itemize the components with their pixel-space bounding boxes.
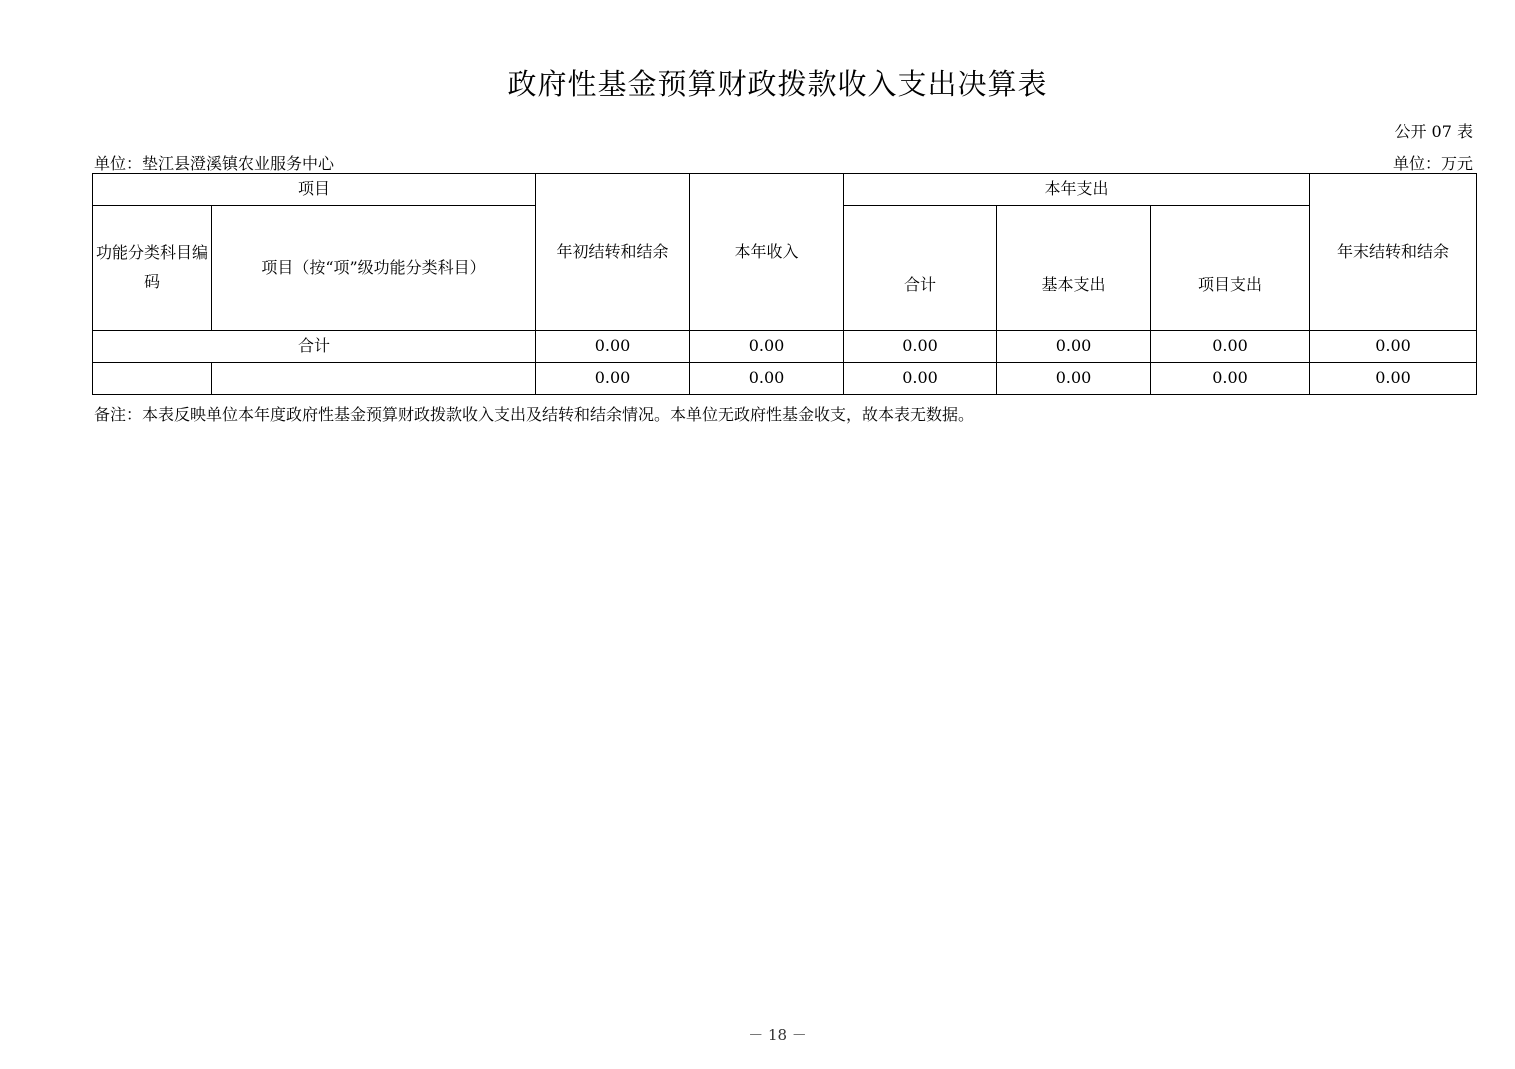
header-closing-balance: 年末结转和结余 bbox=[1310, 174, 1477, 331]
unit-currency: 单位：万元 bbox=[1392, 154, 1473, 173]
page-title: 政府性基金预算财政拨款收入支出决算表 bbox=[507, 67, 1048, 101]
page-number: － 18 － bbox=[748, 1026, 807, 1044]
header-expense: 本年支出 bbox=[844, 174, 1310, 206]
total-expense-basic: 0.00 bbox=[997, 331, 1151, 363]
table-code: 公开 07 表 bbox=[1394, 122, 1473, 141]
unit-organization: 单位：垫江县澄溪镇农业服务中心 bbox=[94, 154, 335, 173]
row-expense-total: 0.00 bbox=[844, 363, 997, 395]
row-expense-project: 0.00 bbox=[1151, 363, 1310, 395]
header-expense-total: 合计 bbox=[844, 206, 997, 331]
header-opening-balance: 年初结转和结余 bbox=[536, 174, 690, 331]
total-expense-project: 0.00 bbox=[1151, 331, 1310, 363]
total-income: 0.00 bbox=[690, 331, 844, 363]
row-code bbox=[93, 363, 212, 395]
header-expense-project: 项目支出 bbox=[1151, 206, 1310, 331]
header-income: 本年收入 bbox=[690, 174, 844, 331]
row-expense-basic: 0.00 bbox=[997, 363, 1151, 395]
header-code: 功能分类科目编码 bbox=[93, 206, 212, 331]
row-closing-balance: 0.00 bbox=[1310, 363, 1477, 395]
table-note: 备注：本表反映单位本年度政府性基金预算财政拨款收入支出及结转和结余情况。本单位无政府性基金收支，故本表无数据。 bbox=[94, 405, 975, 424]
table-row bbox=[93, 363, 1477, 395]
row-income: 0.00 bbox=[690, 363, 844, 395]
row-name bbox=[212, 363, 536, 395]
total-closing-balance: 0.00 bbox=[1310, 331, 1477, 363]
row-opening-balance: 0.00 bbox=[536, 363, 690, 395]
header-name: 项目（按“项”级功能分类科目） bbox=[212, 206, 536, 331]
table-row-total bbox=[93, 331, 1477, 363]
header-project: 项目 bbox=[93, 174, 536, 206]
total-label: 合计 bbox=[93, 331, 536, 363]
total-expense-total: 0.00 bbox=[844, 331, 997, 363]
total-opening-balance: 0.00 bbox=[536, 331, 690, 363]
header-expense-basic: 基本支出 bbox=[997, 206, 1151, 331]
budget-table bbox=[92, 173, 1477, 395]
header-row-1 bbox=[93, 174, 1477, 206]
